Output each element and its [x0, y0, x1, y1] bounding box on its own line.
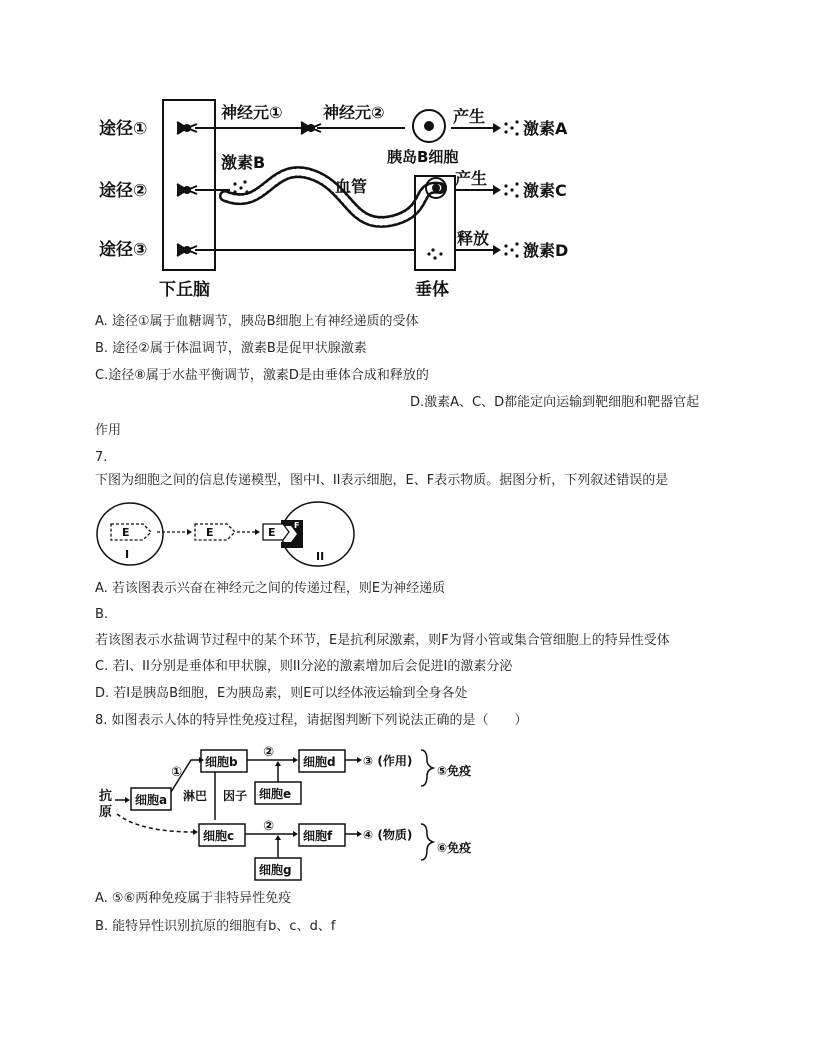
q7-stem: 下图为细胞之间的信息传递模型，图中I、II表示细胞，E、F表示物质。据图分析，下列叙述错误的是 — [95, 473, 669, 488]
neuron-icon — [177, 244, 197, 256]
arrow-head-icon — [275, 835, 281, 840]
neuron-icon — [177, 184, 197, 196]
cell-a-label: 细胞a — [135, 793, 168, 807]
pathway-2-label: 途径② — [99, 181, 148, 201]
antigen-label-1: 抗 — [99, 789, 113, 804]
arrow-head-icon — [357, 831, 362, 837]
hormone-c-label: 激素C — [523, 181, 567, 200]
q7-number: 7. — [95, 450, 108, 465]
neuron-icon — [177, 122, 197, 134]
cell-1-label: I — [125, 548, 130, 561]
q7-option-d: D. 若I是胰岛B细胞，E为胰岛素，则E可以经体液运输到全身各处 — [95, 686, 468, 701]
hormone-dots-icon — [233, 180, 248, 193]
step-2b-label: ② — [263, 819, 275, 834]
lymph-label: 淋巴 — [183, 789, 208, 803]
q6-option-d-line2: 作用 — [95, 423, 122, 438]
figure-immune-process — [95, 740, 495, 885]
antigen-dashed-arrow — [117, 814, 193, 832]
hormone-dots-icon — [504, 120, 518, 135]
q7-option-b-text: 若该图表示水盐调节过程中的某个环节，E是抗利尿激素，则F为肾小管或集合管细胞上的特异性受体 — [95, 633, 670, 648]
arrow-head-icon — [125, 797, 130, 803]
produce-label-2: 产生 — [455, 169, 488, 188]
q7-option-a: A. 若该图表示兴奋在神经元之间的传递过程，则E为神经递质 — [95, 581, 446, 596]
cell-f-label: 细胞f — [303, 829, 333, 843]
hormone-b-label: 激素B — [221, 153, 266, 172]
pituitary-cell-nucleus — [432, 184, 440, 192]
cell-e-label: 细胞e — [259, 787, 292, 801]
arrow-head-icon — [493, 245, 501, 255]
cell-d-label: 细胞d — [303, 755, 336, 769]
blood-vessel-label: 血管 — [335, 177, 368, 196]
pituitary-label: 垂体 — [415, 280, 449, 300]
hormone-dots-icon — [504, 242, 518, 257]
produce-label-1: 产生 — [453, 107, 486, 126]
signal-molecule-1 — [111, 524, 151, 540]
neuron2-label: 神经元② — [323, 103, 385, 122]
cell-g-label: 细胞g — [259, 863, 292, 877]
figure-hormone-pathways — [95, 92, 595, 302]
release-label: 释放 — [457, 229, 490, 248]
q7-option-b-label: B. — [95, 607, 109, 622]
arrow-head-icon — [193, 829, 198, 835]
role-3-label: ③ (作用) — [363, 754, 413, 768]
role-4-label: ④ (物质) — [363, 828, 413, 842]
hypothalamus-label: 下丘脑 — [159, 280, 210, 300]
pathway-3-label: 途径③ — [99, 240, 148, 260]
brace-6 — [421, 824, 433, 860]
arrow-head-icon — [293, 831, 298, 837]
immunity-6-label: ⑥免疫 — [437, 841, 472, 855]
islet-b-cell-nucleus — [424, 121, 434, 131]
arrow-head-icon — [255, 529, 260, 535]
immunity-5-label: ⑤免疫 — [437, 764, 472, 778]
q6-option-b: B. 途径②属于体温调节，激素B是促甲状腺激素 — [95, 341, 367, 356]
q8-option-b: B. 能特异性识别抗原的细胞有b、c、d、f — [95, 919, 336, 934]
hormone-d-label: 激素D — [523, 241, 569, 260]
q6-option-d-line1: D.激素A、C、D都能定向运输到靶细胞和靶器官起 — [410, 395, 700, 410]
signal-e-label-1: E — [122, 526, 130, 539]
q6-option-a: A. 途径①属于血糖调节，胰岛B细胞上有神经递质的受体 — [95, 314, 419, 329]
cell-2-label: II — [316, 550, 325, 563]
arrow-head-icon — [493, 123, 501, 133]
receptor-f-label: F — [294, 521, 300, 530]
neuron1-label: 神经元① — [221, 103, 283, 122]
arrow-head-icon — [293, 757, 298, 763]
step-2a-label: ② — [263, 745, 275, 760]
hormone-dots-icon — [427, 248, 442, 259]
arrow-head-icon — [275, 761, 281, 766]
cell-1 — [97, 503, 163, 565]
signal-e-label-2: E — [206, 526, 214, 539]
hormone-a-label: 激素A — [523, 119, 568, 138]
cell-c-label: 细胞c — [203, 829, 235, 843]
signal-molecule-3 — [263, 524, 289, 540]
cell-b-label: 细胞b — [205, 755, 238, 769]
islet-b-cell-label: 胰岛B细胞 — [387, 148, 459, 166]
figure-cell-signaling — [95, 500, 365, 570]
hormone-dots-icon — [504, 182, 518, 197]
arrow-head-icon — [187, 529, 192, 535]
q7-option-c: C. 若I、II分别是垂体和甲状腺，则II分泌的激素增加后会促进I的激素分泌 — [95, 659, 513, 674]
q6-option-c: C.途径⑧属于水盐平衡调节，激素D是由垂体合成和释放的 — [95, 368, 429, 383]
q8-option-a: A. ⑤⑥两种免疫属于非特异性免疫 — [95, 891, 292, 906]
antigen-label-2: 原 — [99, 805, 113, 820]
signal-e-label-3: E — [268, 526, 276, 539]
factor-label: 因子 — [223, 789, 248, 803]
arrow-head-icon — [493, 185, 501, 195]
signal-molecule-2 — [195, 524, 235, 540]
step-1-label: ① — [171, 765, 183, 780]
pathway-1-label: 途径① — [99, 119, 148, 139]
arrow-head-icon — [357, 757, 362, 763]
brace-5 — [421, 750, 433, 786]
q8-stem: 8. 如图表示人体的特异性免疫过程，请据图判断下列说法正确的是（ ） — [95, 713, 528, 728]
